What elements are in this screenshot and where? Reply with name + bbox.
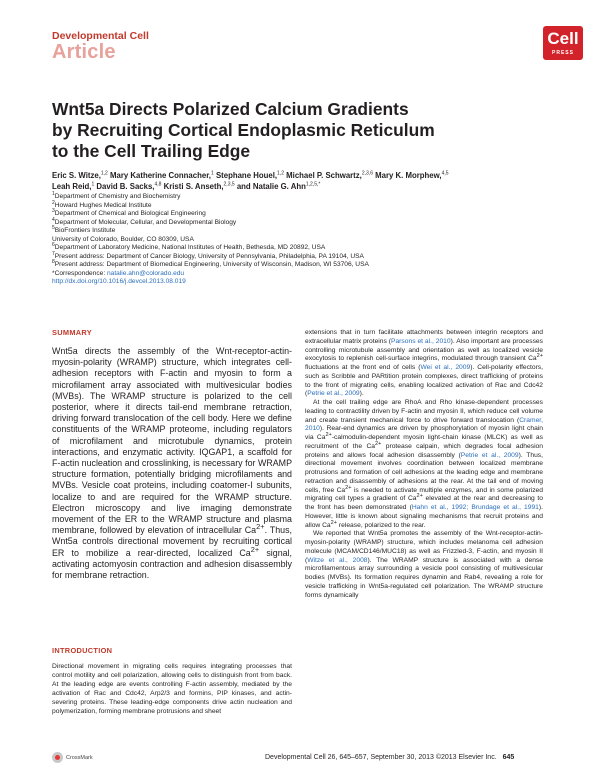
author: Mary Katherine Connacher,$^1$ bbox=[110, 170, 214, 180]
cell-press-logo[interactable] bbox=[543, 26, 583, 60]
citation-link[interactable]: Parsons et al., 2010 bbox=[391, 337, 451, 345]
author: David B. Sacks,$^{4,8}$ bbox=[96, 180, 162, 191]
paragraph: At the cell trailing edge are RhoA and Rho kinase-dependent processes leading to contractility driven by F-actin and myosin II, which reduce cell volume and create transient mechanical force to drive forward translocation (Cramer, 2010). Rear-end dynamics are driven by phosphorylation of myosin light chain via $Ca^{2+}-calmodulin$-dependent myosin light-chain kinase (MLCK) as well as recruitment of the $Ca^{2+}$ protease calpain, which degrades focal adhesion proteins and allows focal adhesion disassembly (Petrie et al., 2009). Thus, directional movement involves coordination between localized membrane protrusions and formation of cell adhesions at the leading edge and membrane retraction and disassembly of adhesions at the rear. At the tail end of moving cells, free $Ca^{2+}$ is needed to activate multiple enzymes, and in some polarized migrating cell types a gradient of $Ca^{2+}$ elevated at the rear and decreasing to the front has been demonstrated (Hahn et al., 1992; Brundage et al., 1991). However, little is known about signaling mechanisms that recruit proteins and allow $Ca^{2+}$ release, polarized to the rear. bbox=[305, 399, 543, 529]
doi-link[interactable]: http://dx.doi.org/10.1016/j.devcel.2013.08.019 bbox=[52, 278, 186, 285]
page-number: 645 bbox=[502, 754, 515, 761]
introduction-heading: INTRODUCTION bbox=[52, 646, 113, 655]
page-footer bbox=[265, 754, 514, 761]
right-column bbox=[305, 329, 543, 600]
citation-link[interactable]: Petrie et al., 2009 bbox=[307, 390, 360, 398]
crossmark-icon bbox=[52, 752, 63, 763]
author: and Natalie G. Ahn$^{1,2,5,*}$ bbox=[236, 180, 321, 191]
affiliation: $^8$Present address: Department of Biomedical Engineering, University of Wisconsin, Madison, WI 53706, USA bbox=[52, 258, 369, 268]
author: Leah Reid,$^1$ bbox=[52, 180, 95, 191]
affiliation: $^7$Present address: Department of Cancer Biology, University of Pennsylvania, Philadelphia, PA 19104, USA bbox=[52, 250, 364, 260]
affiliations bbox=[52, 190, 572, 287]
author: Mary K. Morphew,$^{4,5}$ bbox=[375, 170, 449, 180]
citation-line: Developmental Cell 26, 645–657, September 30, 2013 ©2013 Elsevier Inc. bbox=[265, 754, 497, 761]
summary-heading: SUMMARY bbox=[52, 328, 93, 337]
paragraph: extensions that in turn facilitate attachments between integrin receptors and extracellular matrix proteins (Parsons et al., 2010). Also important are processes controlling microtubule assembly and orientation as well as localized vesicle exocytosis to replenish cell-surface integrins, modulated through transient $Ca^{2+}$ fluctuations at the front end of cells (Wei et al., 2009). Cell-polarity effectors, such as Scribble and PARtition protein complexes, direct trafficking of proteins to the front of migrating cells, enabling localized activation of Rac and Cdc42 (Petrie et al., 2009). bbox=[305, 329, 543, 398]
author: Michael P. Schwartz,$^{2,3,6}$ bbox=[286, 170, 373, 180]
crossmark-badge[interactable] bbox=[52, 752, 93, 763]
citation-link[interactable]: Petrie et al., 2009 bbox=[460, 451, 519, 459]
author: Kristi S. Anseth,$^{2,3,5}$ bbox=[163, 180, 235, 191]
article-title bbox=[52, 99, 542, 162]
title-line: to the Cell Trailing Edge bbox=[52, 141, 251, 161]
correspondence: *Correspondence: natalie.ahn@colorado.edu bbox=[52, 269, 185, 277]
affiliation: $^2$Howard Hughes Medical Institute bbox=[52, 199, 152, 209]
affiliation: $^4$Department of Molecular, Cellular, and Developmental Biology bbox=[52, 216, 237, 226]
summary-text: Wnt5a directs the assembly of the Wnt-receptor-actin-myosin-polarity (WRAMP) structure, which integrates cell-adhesion receptors with F-actin and myosin to form a microfilament array associated with multivesicular bodies (MVBs). The WRAMP structure is polarized to the cell posterior, where it directs tail-end membrane retraction, driving forward translocation of the cell body. Here we define constituents of the WRAMP proteome, including regulators of microfilament and microtubule dynamics, protein interactions, and enzymatic activity. IQGAP1, a scaffold for F-actin nucleation and crosslinking, is necessary for WRAMP structure formation, potentially bridging microfilaments and MVBs. Vesicle coat proteins, including coatomer-I subunits, localize to and are required for the WRAMP structure. Electron microscopy and live imaging demonstrate movement of the ER to the WRAMP structure and plasma membrane, followed by elevation of intracellular $Ca^{2+}$. Thus, Wnt5a controls directional movement by recruiting cortical ER to mobilize a rear-directed, localized $Ca^{2+}$ signal, activating actomyosin contraction and adhesion disassembly for membrane retraction. bbox=[52, 346, 293, 581]
affiliation: $^6$Department of Laboratory Medicine, National Institutes of Health, Bethesda, MD 20892, USA bbox=[52, 241, 326, 251]
journal-name: Developmental Cell bbox=[52, 30, 149, 42]
affiliation: $^1$Department of Chemistry and Biochemistry bbox=[52, 190, 181, 200]
logo-word: Cell bbox=[547, 29, 579, 48]
introduction-text: Directional movement in migrating cells requires integrating processes that control motility and cell polarization, allowing cells to distinguish front from back. At the leading edge are events controlling F-actin assembly, mediated by the activation of Rac and Cdc42, Arp2/3 and formins, PIP kinases, and actin-severing proteins. These leading-edge components drive actin nucleation and polymerization, forming membrane protrusions and sheet bbox=[52, 663, 292, 715]
email-link[interactable]: natalie.ahn@colorado.edu bbox=[106, 269, 185, 277]
author-list bbox=[52, 171, 572, 192]
affiliation: $^3$Department of Chemical and Biological Engineering bbox=[52, 207, 206, 217]
citation-link[interactable]: Wei et al., 2009 bbox=[420, 364, 471, 371]
logo-sub: PRESS bbox=[552, 50, 574, 56]
author: Stephane Houel,$^{1,2}$ bbox=[215, 170, 284, 180]
citation-link[interactable]: Witze et al., 2008 bbox=[307, 556, 368, 564]
citation-link[interactable]: Cramer, 2010 bbox=[305, 416, 543, 433]
affiliation: $^5$BioFrontiers Institute bbox=[52, 224, 116, 234]
author: Eric S. Witze,$^{1,2}$ bbox=[52, 170, 108, 180]
citation-link[interactable]: Hahn et al., 1992; Brundage et al., 1991 bbox=[411, 504, 539, 511]
affiliation: University of Colorado, Boulder, CO 80309, USA bbox=[52, 235, 194, 243]
title-line: by Recruiting Cortical Endoplasmic Reticulum bbox=[52, 120, 435, 140]
crossmark-label: CrossMark bbox=[66, 754, 93, 761]
title-line: Wnt5a Directs Polarized Calcium Gradients bbox=[52, 99, 409, 119]
paragraph: We reported that Wnt5a promotes the assembly of the Wnt-receptor-actin-myosin-polarity (WRAMP) structure, which includes melanoma cell adhesion molecule (MCAM/CD146/MUC18) as well as Frizzled-3, F-actin, and myosin II (Witze et al., 2008). The WRAMP structure is associated with a dense microfilamentous array surrounding a vesicle pool consisting of multivesicular bodies (MVBs). Its formation requires dynamin and Rab4, revealing a role for vesicle trafficking in Wnt5a-regulated cell polarization. The WRAMP structure forms dynamically bbox=[305, 530, 543, 599]
article-type: Article bbox=[52, 41, 116, 63]
